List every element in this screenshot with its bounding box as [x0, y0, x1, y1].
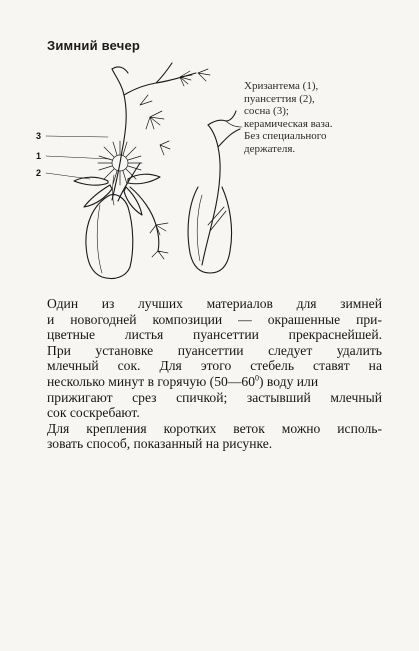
callout-chrysanthemum: 1	[36, 151, 42, 161]
page-title: Зимний вечер	[47, 38, 141, 53]
caption-line: держателя.	[244, 142, 296, 155]
text-line: млечный сок. Для этого стебель ставят на	[47, 358, 382, 374]
caption-line: сосна (3);	[244, 105, 289, 118]
ikebana-illustration	[30, 55, 260, 295]
temperature-text: несколько минут в горячую (50—60	[47, 373, 255, 389]
text-line: цветные листья пуансеттии прекраснейшей.	[47, 327, 382, 343]
ikebana-drawing	[30, 55, 260, 295]
figure-caption	[244, 80, 394, 156]
text-line: При установке пуансеттии следует удалить	[47, 342, 382, 358]
body-paragraph	[47, 296, 382, 452]
caption-line: пуансеттия (2),	[244, 92, 315, 105]
text-line: Один из лучших материалов для зимней	[47, 296, 382, 311]
ceramic-vase	[86, 195, 133, 279]
callout-poinsettia: 2	[36, 168, 42, 178]
text-line	[47, 374, 382, 390]
caption-line: Без специального	[244, 130, 327, 143]
temperature-text-end: ) воду или	[259, 373, 319, 389]
pine-branch	[112, 69, 126, 151]
text-line: и новогодней композиции — окрашенные при-	[47, 311, 382, 327]
stem	[202, 125, 220, 265]
callout-pine: 3	[36, 131, 42, 141]
text-line: зовать способ, показанный на рисунке.	[47, 436, 273, 452]
caption-line: Хризантема (1),	[244, 80, 319, 92]
degree-superscript: 0	[255, 373, 259, 383]
text-line: прижигают срез спичкой; застывший млечный	[47, 389, 382, 405]
text-line: сок соскребают.	[47, 405, 140, 421]
caption-line: керамическая ваза.	[244, 117, 333, 130]
text-line: Для крепления коротких веток можно исполь-	[47, 420, 382, 436]
